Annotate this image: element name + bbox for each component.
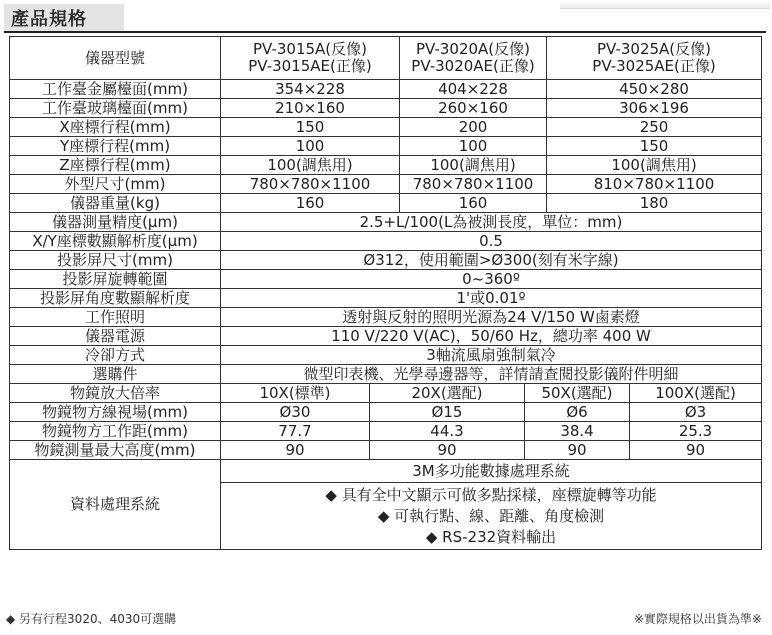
table-row (10, 441, 762, 460)
model-name: PV-3020A(反像) (416, 40, 530, 58)
row-label: 儀器測量精度(μm) (10, 213, 221, 232)
row-label: 工作照明 (10, 308, 221, 327)
model-cell-3 (547, 37, 762, 80)
data-system-features (221, 483, 762, 550)
cell-value: 100 (400, 137, 547, 156)
row-label: 選購件 (10, 365, 221, 384)
section-title: 產品規格 (11, 9, 87, 30)
cell-value: 160 (400, 194, 547, 213)
row-label: X座標行程(mm) (10, 118, 221, 137)
cell-value: 38.4 (525, 422, 630, 441)
table-row (10, 422, 762, 441)
table-row (10, 460, 762, 483)
cell-value: 44.3 (370, 422, 525, 441)
table-row (10, 232, 762, 251)
table-row (10, 99, 762, 118)
cell-value: Ø30 (221, 403, 370, 422)
cell-value: 260×160 (400, 99, 547, 118)
cell-value: 780×780×1100 (221, 175, 400, 194)
cell-value: 780×780×1100 (400, 175, 547, 194)
table-row (10, 384, 762, 403)
table-row (10, 251, 762, 270)
row-label: 資料處理系統 (10, 460, 221, 550)
cell-value: 25.3 (630, 422, 762, 441)
cell-value: 250 (547, 118, 762, 137)
cell-value: 2.5+L/100(L為被測長度，單位：mm) (221, 213, 762, 232)
cell-value: 100 (221, 137, 400, 156)
table-row (10, 137, 762, 156)
model-name: PV-3025AE(正像) (592, 57, 716, 75)
row-label: 投影屏角度數顯解析度 (10, 289, 221, 308)
row-label: Y座標行程(mm) (10, 137, 221, 156)
cell-value: 90 (630, 441, 762, 460)
cell-value: 50X(選配) (525, 384, 630, 403)
feature-item: ◆ 具有全中文顯示可做多點採樣，座標旋轉等功能 (325, 485, 657, 504)
cell-value: Ø312，使用範圍>Ø300(刻有米字線) (221, 251, 762, 270)
row-label: X/Y座標數顯解析度(μm) (10, 232, 221, 251)
table-row (10, 175, 762, 194)
cell-value: 透射與反射的照明光源為24 V/150 W鹵素燈 (221, 308, 762, 327)
table-row (10, 80, 762, 99)
table-row (10, 327, 762, 346)
row-label: 投影屏旋轉範圍 (10, 270, 221, 289)
cell-value: 0.5 (221, 232, 762, 251)
cell-value: Ø15 (370, 403, 525, 422)
cell-value: 0~360º (221, 270, 762, 289)
table-row (10, 194, 762, 213)
row-label: 儀器電源 (10, 327, 221, 346)
feature-item: ◆ 可執行點、線、距離、角度檢測 (377, 506, 605, 525)
cell-value: 160 (221, 194, 400, 213)
data-system-heading: 3M多功能數據處理系統 (221, 460, 762, 483)
cell-value: 110 V/220 V(AC)，50/60 Hz，總功率 400 W (221, 327, 762, 346)
cell-value: 10X(標準) (221, 384, 370, 403)
cell-value: 354×228 (221, 80, 400, 99)
table-row (10, 213, 762, 232)
cell-value: 3軸流風扇強制氣冷 (221, 346, 762, 365)
cell-value: 1'或0.01º (221, 289, 762, 308)
row-label: Z座標行程(mm) (10, 156, 221, 175)
cell-value: 100X(選配) (630, 384, 762, 403)
cell-value: 微型印表機、光學尋邊器等，詳情請查閱投影儀附件明細 (221, 365, 762, 384)
row-label: 外型尺寸(mm) (10, 175, 221, 194)
cell-value: 150 (547, 137, 762, 156)
row-label: 物鏡物方工作距(mm) (10, 422, 221, 441)
footnote-options: ◆ 另有行程3020、4030可選購 (6, 612, 177, 626)
table-row (10, 156, 762, 175)
cell-value: Ø3 (630, 403, 762, 422)
row-label: 冷卻方式 (10, 346, 221, 365)
cell-value: 90 (221, 441, 370, 460)
cell-value: 306×196 (547, 99, 762, 118)
cell-value: 180 (547, 194, 762, 213)
table-row (10, 289, 762, 308)
table-row (10, 118, 762, 137)
table-row (10, 270, 762, 289)
cell-value: 150 (221, 118, 400, 137)
model-row (10, 37, 762, 80)
table-row (10, 308, 762, 327)
cell-value: 810×780×1100 (547, 175, 762, 194)
cell-value: 404×228 (400, 80, 547, 99)
row-label: 工作臺玻璃檯面(mm) (10, 99, 221, 118)
table-row (10, 346, 762, 365)
row-label: 物鏡物方線視場(mm) (10, 403, 221, 422)
model-name: PV-3020AE(正像) (411, 57, 535, 75)
model-cell-2 (400, 37, 547, 80)
cell-value: 210×160 (221, 99, 400, 118)
cell-value: 90 (370, 441, 525, 460)
cell-value: 77.7 (221, 422, 370, 441)
row-label: 儀器重量(kg) (10, 194, 221, 213)
cell-value: 200 (400, 118, 547, 137)
product-image-edge (560, 0, 770, 9)
model-name: PV-3015A(反像) (253, 40, 367, 58)
row-label: 物鏡測量最大高度(mm) (10, 441, 221, 460)
feature-item: ◆ RS-232資料輸出 (425, 527, 557, 546)
cell-value: 20X(選配) (370, 384, 525, 403)
model-cell-1 (221, 37, 400, 80)
title-underline (4, 31, 766, 33)
cell-value: 100(調焦用) (400, 156, 547, 175)
row-label: 物鏡放大倍率 (10, 384, 221, 403)
row-label: 投影屏尺寸(mm) (10, 251, 221, 270)
spec-table (9, 36, 762, 550)
cell-value: 90 (525, 441, 630, 460)
model-name: PV-3025A(反像) (597, 40, 711, 58)
footnote-disclaimer: ※實際規格以出貨為準※ (633, 612, 762, 626)
table-row (10, 403, 762, 422)
model-label: 儀器型號 (10, 37, 221, 80)
cell-value: 450×280 (547, 80, 762, 99)
row-label: 工作臺金屬檯面(mm) (10, 80, 221, 99)
cell-value: Ø6 (525, 403, 630, 422)
table-row (10, 365, 762, 384)
model-name: PV-3015AE(正像) (248, 57, 372, 75)
cell-value: 100(調焦用) (547, 156, 762, 175)
cell-value: 100(調焦用) (221, 156, 400, 175)
